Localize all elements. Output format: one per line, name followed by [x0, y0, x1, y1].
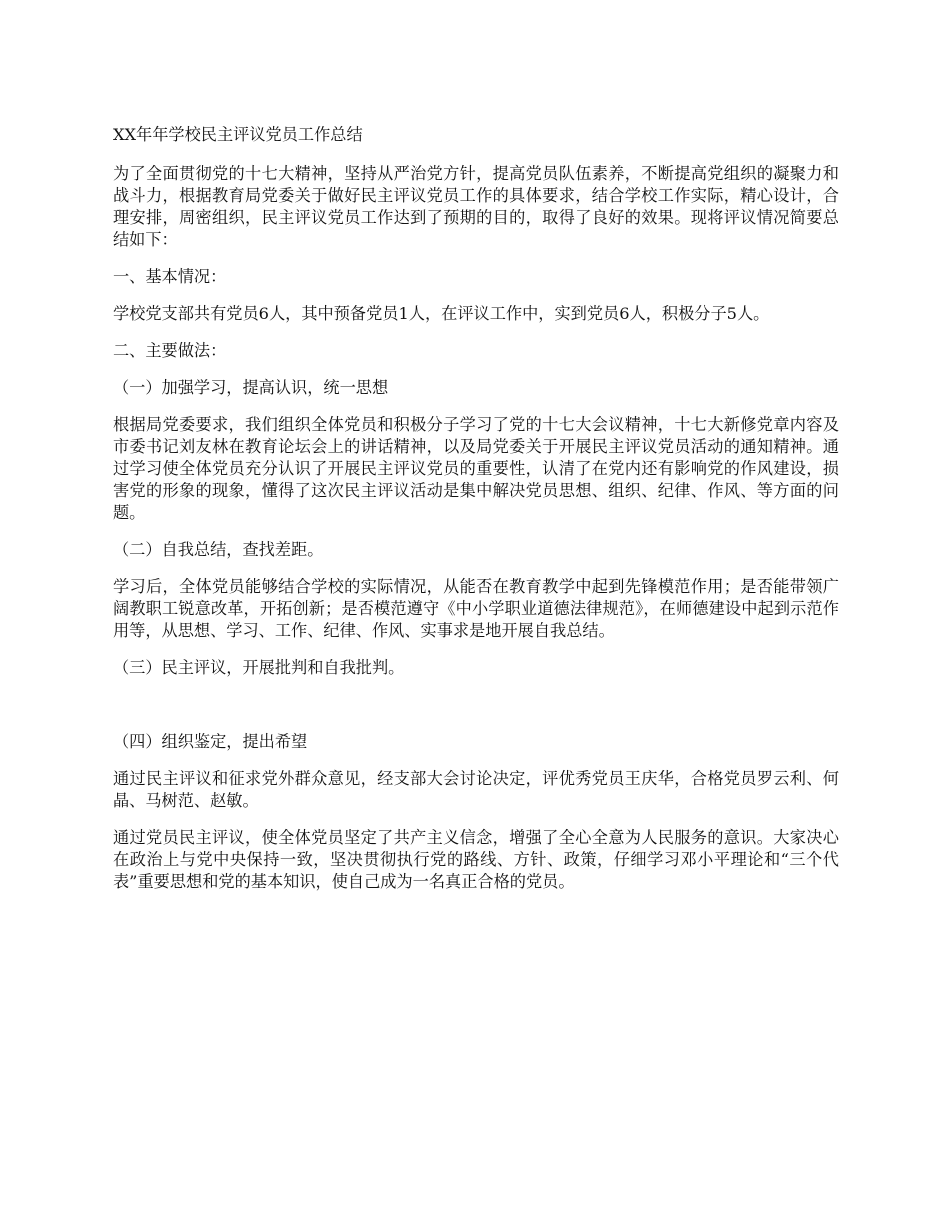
subsection-2-heading: （二）自我总结，查找差距。 — [113, 540, 324, 559]
document-page — [113, 124, 839, 908]
conclusion-paragraph: 通过党员民主评议，使全体党员坚定了共产主义信念，增强了全心全意为人民服务的意识。大家决心在政治上与党中央保持一致，坚决贯彻执行党的路线、方针、政策，仔细学习邓小平理论和“三个代表”重要思想和党的基本知识，使自己成为一名真正合格的党员。 — [113, 828, 839, 891]
document-title: XX年年学校民主评议党员工作总结 — [113, 125, 363, 144]
subsection-2-body: 学习后，全体党员能够结合学校的实际情况，从能否在教育教学中起到先锋模范作用；是否能带领广阔教职工锐意改革，开拓创新；是否模范遵守《中小学职业道德法律规范》，在师德建设中起到示范作用等，从思想、学习、工作、纪律、作风、实事求是地开展自我总结。 — [113, 577, 839, 640]
subsection-4-heading: （四）组织鉴定，提出希望 — [113, 732, 308, 751]
intro-paragraph: 为了全面贯彻党的十七大精神，坚持从严治党方针，提高党员队伍素养，不断提高党组织的凝聚力和战斗力，根据教育局党委关于做好民主评议党员工作的具体要求，结合学校工作实际，精心设计，合理安排，周密组织，民主评议党员工作达到了预期的目的，取得了良好的效果。现将评议情况简要总结如下： — [113, 164, 839, 249]
subsection-3-heading: （三）民主评议，开展批判和自我批判。 — [113, 658, 405, 677]
subsection-4-body: 通过民主评议和征求党外群众意见，经支部大会讨论决定，评优秀党员王庆华，合格党员罗云利、何晶、马树范、赵敏。 — [113, 769, 839, 810]
blank-line — [113, 694, 839, 731]
subsection-1-body: 根据局党委要求，我们组织全体党员和积极分子学习了党的十七大会议精神，十七大新修党章内容及市委书记刘友林在教育论坛会上的讲话精神，以及局党委关于开展民主评议党员活动的通知精神。通过学习使全体党员充分认识了开展民主评议党员的重要性，认清了在党内还有影响党的作风建设，损害党的形象的现象，懂得了这次民主评议活动是集中解决党员思想、组织、纪律、作风、等方面的问题。 — [113, 415, 839, 522]
section-2-heading: 二、主要做法： — [113, 341, 227, 360]
subsection-1-heading: （一）加强学习，提高认识，统一思想 — [113, 378, 389, 397]
section-1-body: 学校党支部共有党员6人，其中预备党员1人，在评议工作中，实到党员6人，积极分子5人。 — [113, 304, 770, 323]
section-1-heading: 一、基本情况： — [113, 267, 227, 286]
